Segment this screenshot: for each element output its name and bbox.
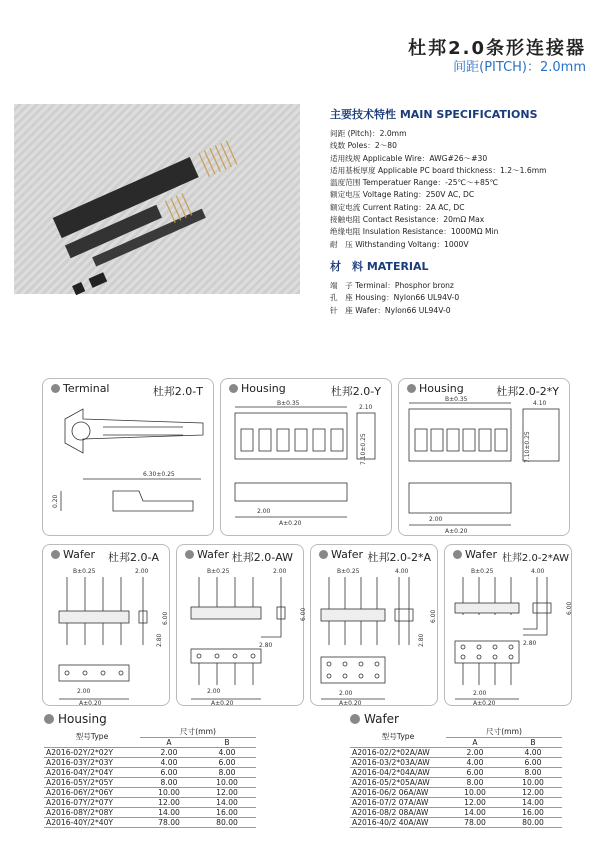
housing2-dim-width: 4.10 <box>533 400 547 407</box>
table-row <box>350 778 562 788</box>
wafer-a-dim-pitch: 2.00 <box>77 688 91 695</box>
housing-dim-a: A±0.20 <box>279 520 302 527</box>
table-row <box>350 818 562 828</box>
cell-b: 16.00 <box>504 808 562 818</box>
table-row <box>350 748 562 758</box>
cell-a: 4.00 <box>140 758 198 768</box>
specs-heading: 主要技术特性 MAIN SPECIFICATIONS <box>330 108 538 121</box>
housing2-panel <box>398 378 570 536</box>
panel-title: Wafer <box>465 548 498 561</box>
cell-a: 10.00 <box>446 788 504 798</box>
wafer-2a-panel <box>310 544 438 706</box>
page-title: 杜邦2.0条形连接器 <box>408 38 586 59</box>
cell-type: A2016-04/2*04A/AW <box>350 768 446 778</box>
wafer-aw-panel <box>176 544 307 707</box>
cell-type: A2016-02/2*02A/AW <box>350 748 446 758</box>
table-row <box>44 758 256 768</box>
wafer-table-title: Wafer <box>364 712 399 726</box>
wafer-a-panel <box>42 544 170 706</box>
wafer-aw-dim-pitch: 2.00 <box>207 688 221 695</box>
cell-b: 10.00 <box>198 778 256 788</box>
bullet-icon <box>185 550 194 559</box>
wafer-2a-dim-pitch: 2.00 <box>339 690 353 697</box>
wafer-aw-drawing <box>177 545 305 707</box>
housing-panel <box>220 378 392 536</box>
housing-dim-b: B±0.35 <box>277 400 300 407</box>
cell-b: 6.00 <box>504 758 562 768</box>
cell-b: 12.00 <box>198 788 256 798</box>
cell-b: 4.00 <box>504 748 562 758</box>
cell-a: 78.00 <box>446 818 504 828</box>
cell-b: 4.00 <box>198 748 256 758</box>
panel-label: 杜邦2.0-T <box>152 385 203 398</box>
housing2-drawing <box>399 379 571 537</box>
cell-a: 12.00 <box>140 798 198 808</box>
wafer-2aw-dim-b: B±0.25 <box>471 568 494 575</box>
wafer-2aw-dim-tail: 2.80 <box>523 640 537 647</box>
bullet-icon <box>407 384 416 393</box>
cell-b: 14.00 <box>504 798 562 808</box>
cell-b: 8.00 <box>504 768 562 778</box>
specs-list <box>330 128 547 251</box>
bullet-icon <box>51 384 60 393</box>
material-item: 孔 座 Housing：Nylon66 UL94V-0 <box>330 293 460 303</box>
cell-b: 6.00 <box>198 758 256 768</box>
wafer-2aw-dim-pitch: 2.00 <box>473 690 487 697</box>
wafer-aw-dim-b: B±0.25 <box>207 568 230 575</box>
cell-a: 8.00 <box>140 778 198 788</box>
cell-type: A2016-07Y/2*07Y <box>44 798 140 808</box>
cell-a: 12.00 <box>446 798 504 808</box>
panel-title: Housing <box>241 382 286 395</box>
cell-type: A2016-03/2*03A/AW <box>350 758 446 768</box>
material-item: 端 子 Terminal：Phosphor bronz <box>330 281 454 290</box>
material-item: 针 座 Wafer：Nylon66 UL94V-0 <box>330 305 451 315</box>
cell-type: A2016-05/2*05A/AW <box>350 778 446 788</box>
panel-label: 杜邦2.0-Y <box>330 385 381 398</box>
spec-item: 适用基板厚度 Applicable PC board thickness：1.2～1.6mm <box>330 165 547 175</box>
table-row <box>350 788 562 798</box>
terminal-dim-length: 6.30±0.25 <box>143 471 175 478</box>
cell-type: A2016-07/2 07A/AW <box>350 798 446 808</box>
wafer-aw-dim-a: A±0.20 <box>211 700 234 707</box>
table-row <box>350 808 562 818</box>
col-a-header: A <box>140 738 198 748</box>
page-subtitle: 间距(PITCH)：2.0mm <box>453 60 586 75</box>
panel-title: Wafer <box>63 548 96 561</box>
spec-item: 线数 Poles：2～80 <box>330 141 397 151</box>
spec-item: 耐 压 Withstanding Voltang：1000V <box>330 239 469 249</box>
cell-a: 6.00 <box>140 768 198 778</box>
housing-table-title: Housing <box>58 712 107 726</box>
wafer-a-dim-tail: 2.80 <box>156 633 163 647</box>
connector-photo-illustration <box>14 104 300 294</box>
cell-b: 10.00 <box>504 778 562 788</box>
col-type-header: 型号Type <box>350 726 446 748</box>
wafer-2a-dim-a: A±0.20 <box>339 700 362 707</box>
wafer-aw-dim-length: 6.00 <box>300 607 307 621</box>
cell-a: 10.00 <box>140 788 198 798</box>
cell-type: A2016-05Y/2*05Y <box>44 778 140 788</box>
wafer-2a-dim-tail: 2.80 <box>418 633 425 647</box>
product-photo <box>14 104 300 294</box>
cell-b: 14.00 <box>198 798 256 808</box>
table-row <box>44 788 256 798</box>
table-row <box>44 808 256 818</box>
cell-a: 14.00 <box>140 808 198 818</box>
wafer-aw-dim-top: 2.00 <box>273 568 287 575</box>
table-row <box>44 748 256 758</box>
wafer-2aw-dim-length: 6.00 <box>566 601 573 615</box>
wafer-2aw-dim-top: 4.00 <box>531 568 545 575</box>
cell-type: A2016-06/2 06A/AW <box>350 788 446 798</box>
cell-b: 12.00 <box>504 788 562 798</box>
table-row <box>44 798 256 808</box>
panel-label: 杜邦2.0-2*A <box>367 551 431 564</box>
table-row <box>350 758 562 768</box>
cell-type: A2016-02Y/2*02Y <box>44 748 140 758</box>
col-b-header: B <box>504 738 562 748</box>
wafer-2a-dim-length: 6.00 <box>430 609 437 623</box>
cell-b: 80.00 <box>198 818 256 828</box>
spec-item: 适用线规 Applicable Wire：AWG#26～#30 <box>330 153 488 163</box>
spec-item: 间距 (Pitch)：2.0mm <box>330 129 407 138</box>
bullet-icon <box>51 550 60 559</box>
wafer-2aw-drawing <box>445 545 573 707</box>
wafer-a-drawing <box>43 545 171 707</box>
bullet-icon <box>350 714 360 724</box>
wafer-2a-dim-b: B±0.25 <box>337 568 360 575</box>
cell-b: 8.00 <box>198 768 256 778</box>
panel-title: Terminal <box>63 382 110 395</box>
housing-dim-pitch: 2.00 <box>257 508 271 515</box>
panel-label: 杜邦2.0-2*Y <box>496 385 559 398</box>
cell-type: A2016-08Y/2*08Y <box>44 808 140 818</box>
housing2-dim-b: B±0.35 <box>445 396 468 403</box>
spec-item: 额定电压 Voltage Rating：250V AC, DC <box>330 190 475 200</box>
cell-a: 2.00 <box>140 748 198 758</box>
wafer-a-dim-length: 6.00 <box>162 611 169 625</box>
cell-a: 78.00 <box>140 818 198 828</box>
cell-b: 16.00 <box>198 808 256 818</box>
terminal-drawing <box>43 379 215 537</box>
panel-title: Wafer <box>197 548 230 561</box>
housing-drawing <box>221 379 393 537</box>
terminal-panel <box>42 378 214 536</box>
panel-label: 杜邦2.0-AW <box>231 551 293 564</box>
housing-dim-width: 2.10 <box>359 404 373 411</box>
table-row <box>350 768 562 778</box>
cell-a: 14.00 <box>446 808 504 818</box>
cell-type: A2016-04Y/2*04Y <box>44 768 140 778</box>
col-b-header: B <box>198 738 256 748</box>
col-size-header: 尺寸(mm) <box>140 726 256 738</box>
cell-type: A2016-06Y/2*06Y <box>44 788 140 798</box>
wafer-table <box>350 726 562 828</box>
wafer-aw-dim-tail: 2.80 <box>259 642 273 649</box>
cell-b: 80.00 <box>504 818 562 828</box>
table-row <box>44 768 256 778</box>
panel-label: 杜邦2.0-2*AW <box>501 553 569 564</box>
spec-item: 额定电流 Current Rating：2A AC, DC <box>330 202 465 212</box>
housing2-dim-pitch: 2.00 <box>429 516 443 523</box>
cell-type: A2016-03Y/2*03Y <box>44 758 140 768</box>
material-heading: 材 料 MATERIAL <box>330 260 429 273</box>
panel-title: Wafer <box>331 548 364 561</box>
spec-item: 接触电阻 Contact Resistance：20mΩ Max <box>330 215 485 225</box>
bullet-icon <box>44 714 54 724</box>
wafer-2a-dim-top: 4.00 <box>395 568 409 575</box>
cell-type: A2016-08/2 08A/AW <box>350 808 446 818</box>
bullet-icon <box>229 384 238 393</box>
wafer-a-dim-a: A±0.20 <box>79 700 102 707</box>
col-a-header: A <box>446 738 504 748</box>
cell-type: A2016-40/2 40A/AW <box>350 818 446 828</box>
wafer-2a-drawing <box>311 545 439 707</box>
col-type-header: 型号Type <box>44 726 140 748</box>
wafer-a-dim-b: B±0.25 <box>73 568 96 575</box>
housing-dim-height: 7.10±0.25 <box>360 433 367 465</box>
housing-table <box>44 726 256 828</box>
terminal-dim-thickness: 0.20 <box>52 494 59 508</box>
cell-a: 8.00 <box>446 778 504 788</box>
wafer-2aw-panel <box>444 544 572 706</box>
cell-a: 4.00 <box>446 758 504 768</box>
panel-label: 杜邦2.0-A <box>108 551 159 564</box>
cell-type: A2016-40Y/2*40Y <box>44 818 140 828</box>
panel-title: Housing <box>419 382 464 395</box>
bullet-icon <box>319 550 328 559</box>
table-row <box>350 798 562 808</box>
table-row <box>44 778 256 788</box>
housing2-dim-height: 7.10±0.25 <box>524 431 531 463</box>
material-list <box>330 280 459 317</box>
spec-item: 温度范围 Temperatuer Range：-25℃～+85℃ <box>330 178 499 188</box>
wafer-a-dim-top: 2.00 <box>135 568 149 575</box>
cell-a: 2.00 <box>446 748 504 758</box>
spec-item: 绝缘电阻 Insulation Resistance：1000MΩ Min <box>330 227 499 237</box>
cell-a: 6.00 <box>446 768 504 778</box>
housing2-dim-a: A±0.20 <box>445 528 468 535</box>
col-size-header: 尺寸(mm) <box>446 726 562 738</box>
table-row <box>44 818 256 828</box>
bullet-icon <box>453 550 462 559</box>
wafer-2aw-dim-a: A±0.20 <box>473 700 496 707</box>
